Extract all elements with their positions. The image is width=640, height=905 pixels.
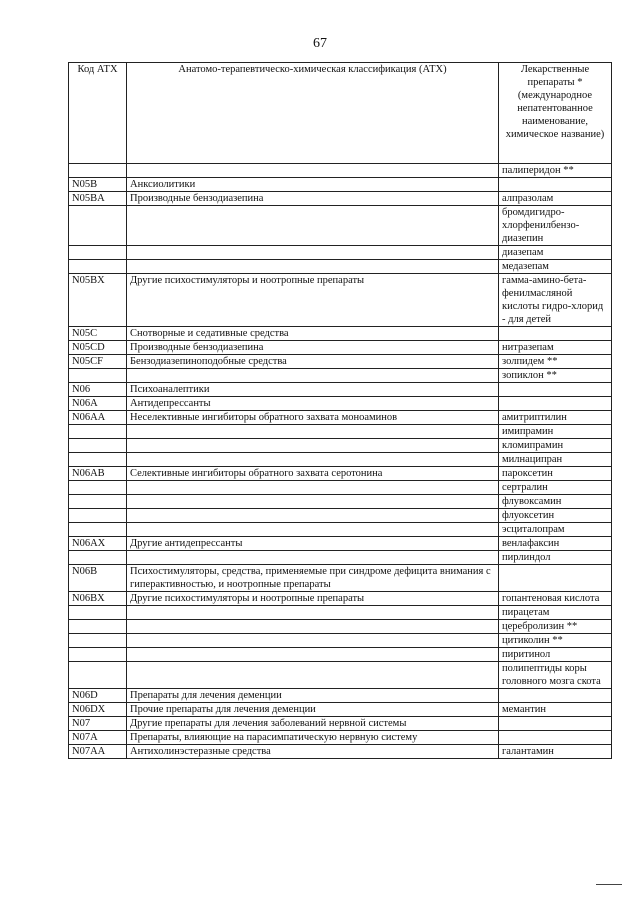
drug-name-cell <box>499 717 612 731</box>
atx-name-cell <box>127 662 499 689</box>
table-row <box>69 745 612 759</box>
atx-name-cell: Другие препараты для лечения заболеваний нервной системы <box>127 717 499 731</box>
drug-name-cell: медазепам <box>499 260 612 274</box>
atx-name-cell: Психостимуляторы, средства, применяемые при синдроме дефицита внимания с гиперактивностью, и ноотропные препараты <box>127 565 499 592</box>
table-row <box>69 206 612 246</box>
table-row <box>69 648 612 662</box>
atx-code-cell <box>69 164 127 178</box>
atx-code-cell <box>69 425 127 439</box>
table-row <box>69 717 612 731</box>
atx-code-cell: N06AX <box>69 537 127 551</box>
atx-code-cell <box>69 551 127 565</box>
atx-code-cell: N07 <box>69 717 127 731</box>
drug-name-cell: нитразепам <box>499 341 612 355</box>
drug-name-cell: амитриптилин <box>499 411 612 425</box>
table-row <box>69 565 612 592</box>
table-row <box>69 178 612 192</box>
drug-name-cell: эсциталопрам <box>499 523 612 537</box>
atx-name-cell: Снотворные и седативные средства <box>127 327 499 341</box>
table-row <box>69 606 612 620</box>
atx-code-cell <box>69 453 127 467</box>
table-row <box>69 523 612 537</box>
atx-name-cell <box>127 523 499 537</box>
atx-name-cell <box>127 648 499 662</box>
drug-name-cell: флуоксетин <box>499 509 612 523</box>
atx-name-cell: Селективные ингибиторы обратного захвата серотонина <box>127 467 499 481</box>
atx-code-cell: N06BX <box>69 592 127 606</box>
drug-name-cell <box>499 383 612 397</box>
atx-name-cell: Антидепрессанты <box>127 397 499 411</box>
table-row <box>69 592 612 606</box>
atx-name-cell: Другие психостимуляторы и ноотропные препараты <box>127 274 499 327</box>
atx-name-cell <box>127 164 499 178</box>
table-row <box>69 662 612 689</box>
atx-name-cell <box>127 620 499 634</box>
drug-name-cell: бромдигидро-хлорфенилбензо-диазепин <box>499 206 612 246</box>
table-row <box>69 481 612 495</box>
atx-name-cell: Другие психостимуляторы и ноотропные препараты <box>127 592 499 606</box>
atx-code-cell: N06D <box>69 689 127 703</box>
table-row <box>69 341 612 355</box>
atx-code-cell <box>69 634 127 648</box>
atx-code-cell <box>69 260 127 274</box>
drug-name-cell <box>499 178 612 192</box>
atx-code-cell <box>69 206 127 246</box>
atx-code-cell: N05BX <box>69 274 127 327</box>
table-row <box>69 509 612 523</box>
table-row <box>69 327 612 341</box>
atx-code-cell: N06DX <box>69 703 127 717</box>
atx-code-cell: N05CF <box>69 355 127 369</box>
atx-code-cell <box>69 523 127 537</box>
drug-name-cell: кломипрамин <box>499 439 612 453</box>
atx-name-cell: Другие антидепрессанты <box>127 537 499 551</box>
atx-name-cell: Прочие препараты для лечения деменции <box>127 703 499 717</box>
drug-name-cell: мемантин <box>499 703 612 717</box>
atx-name-cell <box>127 481 499 495</box>
drug-name-cell <box>499 327 612 341</box>
table-row <box>69 383 612 397</box>
header-code: Код АТХ <box>69 63 127 164</box>
atx-name-cell <box>127 509 499 523</box>
atx-name-cell: Бензодиазепиноподобные средства <box>127 355 499 369</box>
drug-name-cell: зопиклон ** <box>499 369 612 383</box>
drug-name-cell: сертралин <box>499 481 612 495</box>
table-row <box>69 411 612 425</box>
atx-code-cell <box>69 246 127 260</box>
atx-name-cell <box>127 634 499 648</box>
atx-code-cell <box>69 369 127 383</box>
table-row <box>69 397 612 411</box>
drug-name-cell: пиритинол <box>499 648 612 662</box>
table-row <box>69 260 612 274</box>
header-drugs: Лекарственные препараты * (международное непатентованное наименование, химическое название) <box>499 63 612 164</box>
atx-name-cell <box>127 551 499 565</box>
table-row <box>69 537 612 551</box>
atx-code-cell: N06AA <box>69 411 127 425</box>
atx-code-cell <box>69 481 127 495</box>
atx-code-cell: N07AA <box>69 745 127 759</box>
atx-name-cell <box>127 453 499 467</box>
atx-code-cell: N06A <box>69 397 127 411</box>
footer-divider <box>596 884 622 885</box>
atx-code-cell: N06AB <box>69 467 127 481</box>
table-row <box>69 369 612 383</box>
atx-code-cell <box>69 439 127 453</box>
drug-name-cell <box>499 397 612 411</box>
table-body <box>69 164 612 759</box>
table-row <box>69 192 612 206</box>
atx-name-cell <box>127 439 499 453</box>
atx-code-cell: N06 <box>69 383 127 397</box>
drug-name-cell: диазепам <box>499 246 612 260</box>
table-row <box>69 634 612 648</box>
table-header-row <box>69 63 612 164</box>
atx-name-cell <box>127 260 499 274</box>
drug-name-cell: палиперидон ** <box>499 164 612 178</box>
table-row <box>69 620 612 634</box>
table-row <box>69 551 612 565</box>
atx-name-cell: Препараты, влияющие на парасимпатическую нервную систему <box>127 731 499 745</box>
table-row <box>69 731 612 745</box>
atx-name-cell: Антихолинэстеразные средства <box>127 745 499 759</box>
drug-name-cell: гамма-амино-бета-фенилмасляной кислоты гидро-хлорид - для детей <box>499 274 612 327</box>
atx-code-cell: N06B <box>69 565 127 592</box>
atx-code-cell <box>69 606 127 620</box>
atx-code-cell <box>69 620 127 634</box>
drug-name-cell <box>499 731 612 745</box>
drug-name-cell: флувоксамин <box>499 495 612 509</box>
drug-name-cell: цитиколин ** <box>499 634 612 648</box>
drug-name-cell: венлафаксин <box>499 537 612 551</box>
atx-name-cell: Анксиолитики <box>127 178 499 192</box>
atx-name-cell <box>127 425 499 439</box>
table-row <box>69 703 612 717</box>
drug-name-cell: пирлиндол <box>499 551 612 565</box>
table-row <box>69 467 612 481</box>
atx-name-cell: Производные бензодиазепина <box>127 192 499 206</box>
table-row <box>69 425 612 439</box>
atx-name-cell: Производные бензодиазепина <box>127 341 499 355</box>
atx-name-cell <box>127 606 499 620</box>
drug-name-cell: пароксетин <box>499 467 612 481</box>
atx-code-cell <box>69 495 127 509</box>
drug-name-cell: галантамин <box>499 745 612 759</box>
drug-name-cell: имипрамин <box>499 425 612 439</box>
drug-name-cell <box>499 565 612 592</box>
atx-name-cell <box>127 369 499 383</box>
drug-name-cell: милнаципран <box>499 453 612 467</box>
atx-name-cell <box>127 246 499 260</box>
page-number: 67 <box>313 36 327 51</box>
atx-table <box>68 62 612 759</box>
drug-name-cell: церебролизин ** <box>499 620 612 634</box>
drug-name-cell <box>499 689 612 703</box>
atx-name-cell <box>127 495 499 509</box>
atx-code-cell: N05B <box>69 178 127 192</box>
atx-code-cell: N05CD <box>69 341 127 355</box>
atx-code-cell: N07A <box>69 731 127 745</box>
atx-name-cell <box>127 206 499 246</box>
drug-name-cell: полипептиды коры головного мозга скота <box>499 662 612 689</box>
atx-name-cell: Препараты для лечения деменции <box>127 689 499 703</box>
atx-code-cell: N05C <box>69 327 127 341</box>
drug-name-cell: алпразолам <box>499 192 612 206</box>
atx-name-cell: Неселективные ингибиторы обратного захвата моноаминов <box>127 411 499 425</box>
table-row <box>69 274 612 327</box>
header-classification: Анатомо-терапевтическо-химическая классификация (АТХ) <box>127 63 499 164</box>
table-row <box>69 495 612 509</box>
atx-code-cell: N05BA <box>69 192 127 206</box>
table-row <box>69 453 612 467</box>
drug-name-cell: гопантеновая кислота <box>499 592 612 606</box>
atx-name-cell: Психоаналептики <box>127 383 499 397</box>
drug-name-cell: золпидем ** <box>499 355 612 369</box>
drug-name-cell: пирацетам <box>499 606 612 620</box>
table-row <box>69 164 612 178</box>
table-row <box>69 689 612 703</box>
table-row <box>69 355 612 369</box>
atx-code-cell <box>69 648 127 662</box>
table-row <box>69 246 612 260</box>
atx-code-cell <box>69 662 127 689</box>
atx-code-cell <box>69 509 127 523</box>
table-row <box>69 439 612 453</box>
